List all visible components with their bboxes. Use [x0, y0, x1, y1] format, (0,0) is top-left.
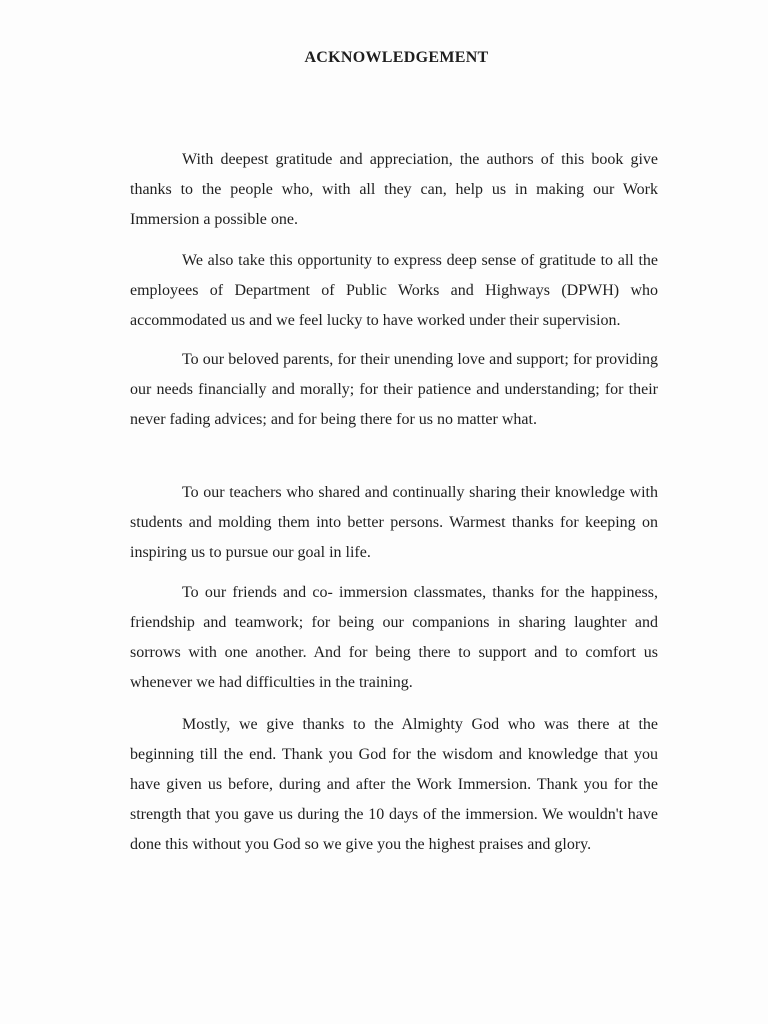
- paragraph-teachers: To our teachers who shared and continually sharing their knowledge with students and molding them into better persons. Warmest thanks for keeping on inspiring us to pursue our goal in life.: [130, 484, 658, 561]
- paragraph-friends: To our friends and co- immersion classmates, thanks for the happiness, friendship and teamwork; for being our companions in sharing laughter and sorrows with one another. And for being there to support and to comfort us whenever we had difficulties in the training.: [130, 584, 658, 691]
- paragraph-dpwh-employees: We also take this opportunity to express deep sense of gratitude to all the employees of Department of Public Works and Highways (DPWH) who accommodated us and we feel lucky to have worked under their supervision.: [130, 252, 658, 329]
- paragraph-gratitude: With deepest gratitude and appreciation, the authors of this book give thanks to the people who, with all they can, help us in making our Work Immersion a possible one.: [130, 151, 658, 228]
- paragraph-god: Mostly, we give thanks to the Almighty God who was there at the beginning till the end. Thank you God for the wisdom and knowledge that you have given us before, during and after the Work Immersion. Thank you for the strength that you gave us during the 10 days of the immersion. We wouldn't have done this without you God so we give you the highest praises and glory.: [130, 716, 658, 853]
- page-title: ACKNOWLEDGEMENT: [304, 49, 489, 66]
- paragraph-parents: To our beloved parents, for their unending love and support; for providing our needs financially and morally; for their patience and understanding; for their never fading advices; and for being there for us no matter what.: [130, 351, 658, 428]
